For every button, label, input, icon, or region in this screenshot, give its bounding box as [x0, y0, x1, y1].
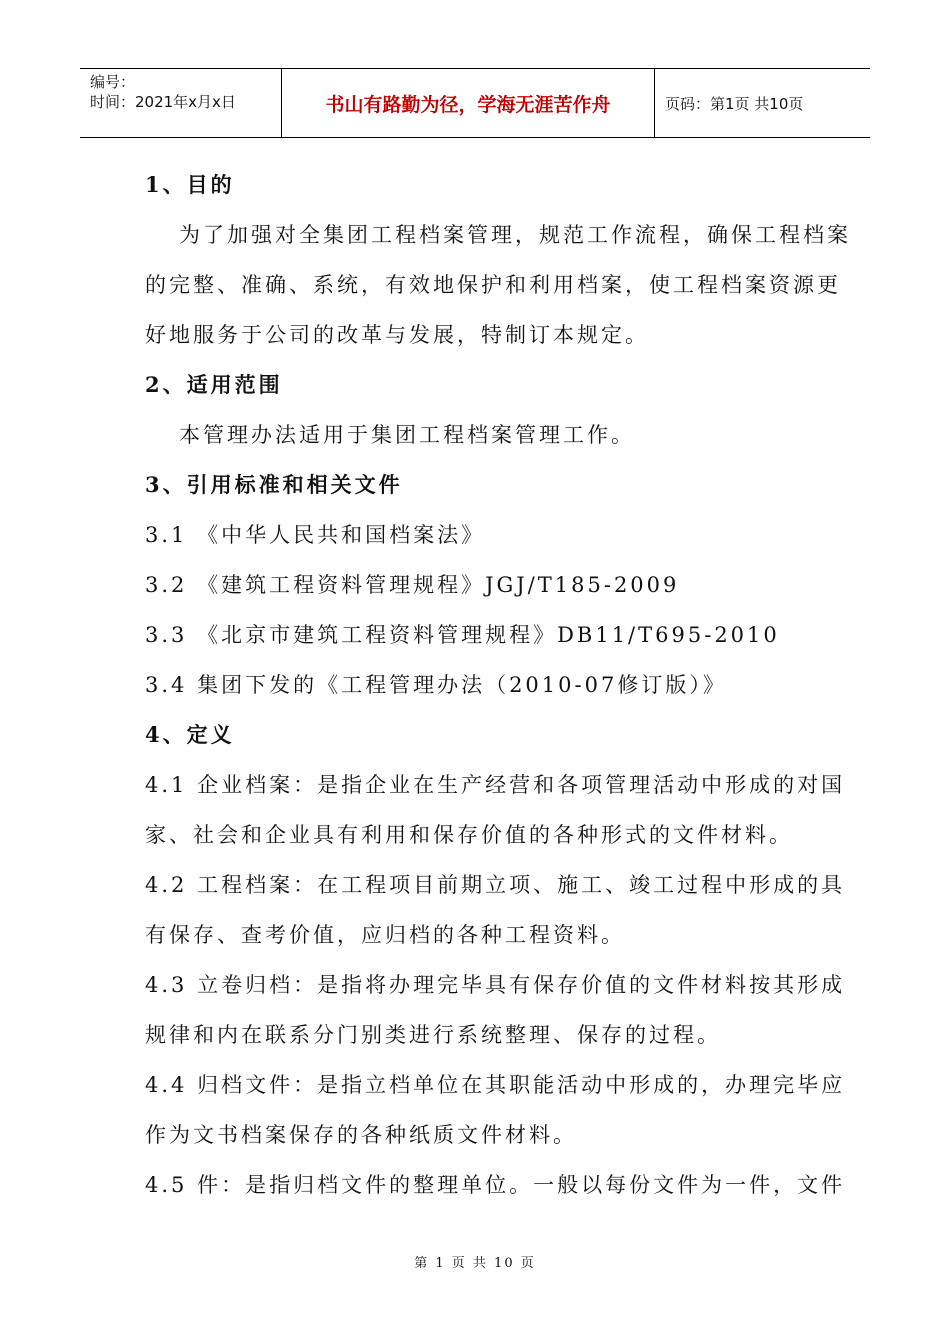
definition-line: 4.3 立卷归档：是指将办理完毕具有保存价值的文件材料按其形成 [145, 973, 846, 997]
paragraph-line: 的完整、准确、系统，有效地保护和利用档案，使工程档案资源更 [145, 273, 841, 297]
section-heading-scope: 2、适用范围 [145, 372, 283, 397]
document-date-label: 时间：2021年x月x日 [90, 93, 236, 111]
page-footer: 第 1 页 共 10 页 [414, 1256, 536, 1271]
definition-line: 4.5 件：是指归档文件的整理单位。一般以每份文件为一件，文件 [145, 1173, 846, 1197]
section-heading-purpose: 1、目的 [145, 172, 235, 197]
definition-line: 有保存、查考价值，应归档的各种工程资料。 [145, 923, 625, 947]
document-number-label: 编号： [90, 73, 136, 91]
definition-line: 4.2 工程档案：在工程项目前期立项、施工、竣工过程中形成的具 [145, 873, 846, 897]
paragraph-line: 好地服务于公司的改革与发展，特制订本规定。 [145, 323, 649, 347]
document-header [80, 68, 870, 138]
section-heading-references: 3、引用标准和相关文件 [145, 472, 403, 497]
document-body [145, 160, 851, 1210]
header-page-code: 页码：第1页 共10页 [665, 94, 804, 113]
reference-item: 3.2 《建筑工程资料管理规程》JGJ/T185-2009 [145, 573, 680, 597]
header-motto: 书山有路勤为径，学海无涯苦作舟 [282, 69, 655, 137]
header-info-cell [80, 69, 282, 137]
reference-item: 3.4 集团下发的《工程管理办法（2010-07修订版）》 [145, 673, 727, 697]
definition-line: 4.1 企业档案：是指企业在生产经营和各项管理活动中形成的对国 [145, 773, 846, 797]
definition-line: 4.4 归档文件：是指立档单位在其职能活动中形成的，办理完毕应 [145, 1073, 846, 1097]
reference-item: 3.3 《北京市建筑工程资料管理规程》DB11/T695-2010 [145, 623, 780, 647]
section-heading-definitions: 4、定义 [145, 722, 235, 747]
definition-line: 作为文书档案保存的各种纸质文件材料。 [145, 1123, 577, 1147]
paragraph-line: 为了加强对全集团工程档案管理，规范工作流程，确保工程档案 [179, 223, 851, 247]
definition-line: 家、社会和企业具有利用和保存价值的各种形式的文件材料。 [145, 823, 793, 847]
reference-item: 3.1 《中华人民共和国档案法》 [145, 523, 486, 547]
paragraph-line: 本管理办法适用于集团工程档案管理工作。 [179, 423, 635, 447]
definition-line: 规律和内在联系分门别类进行系统整理、保存的过程。 [145, 1023, 721, 1047]
